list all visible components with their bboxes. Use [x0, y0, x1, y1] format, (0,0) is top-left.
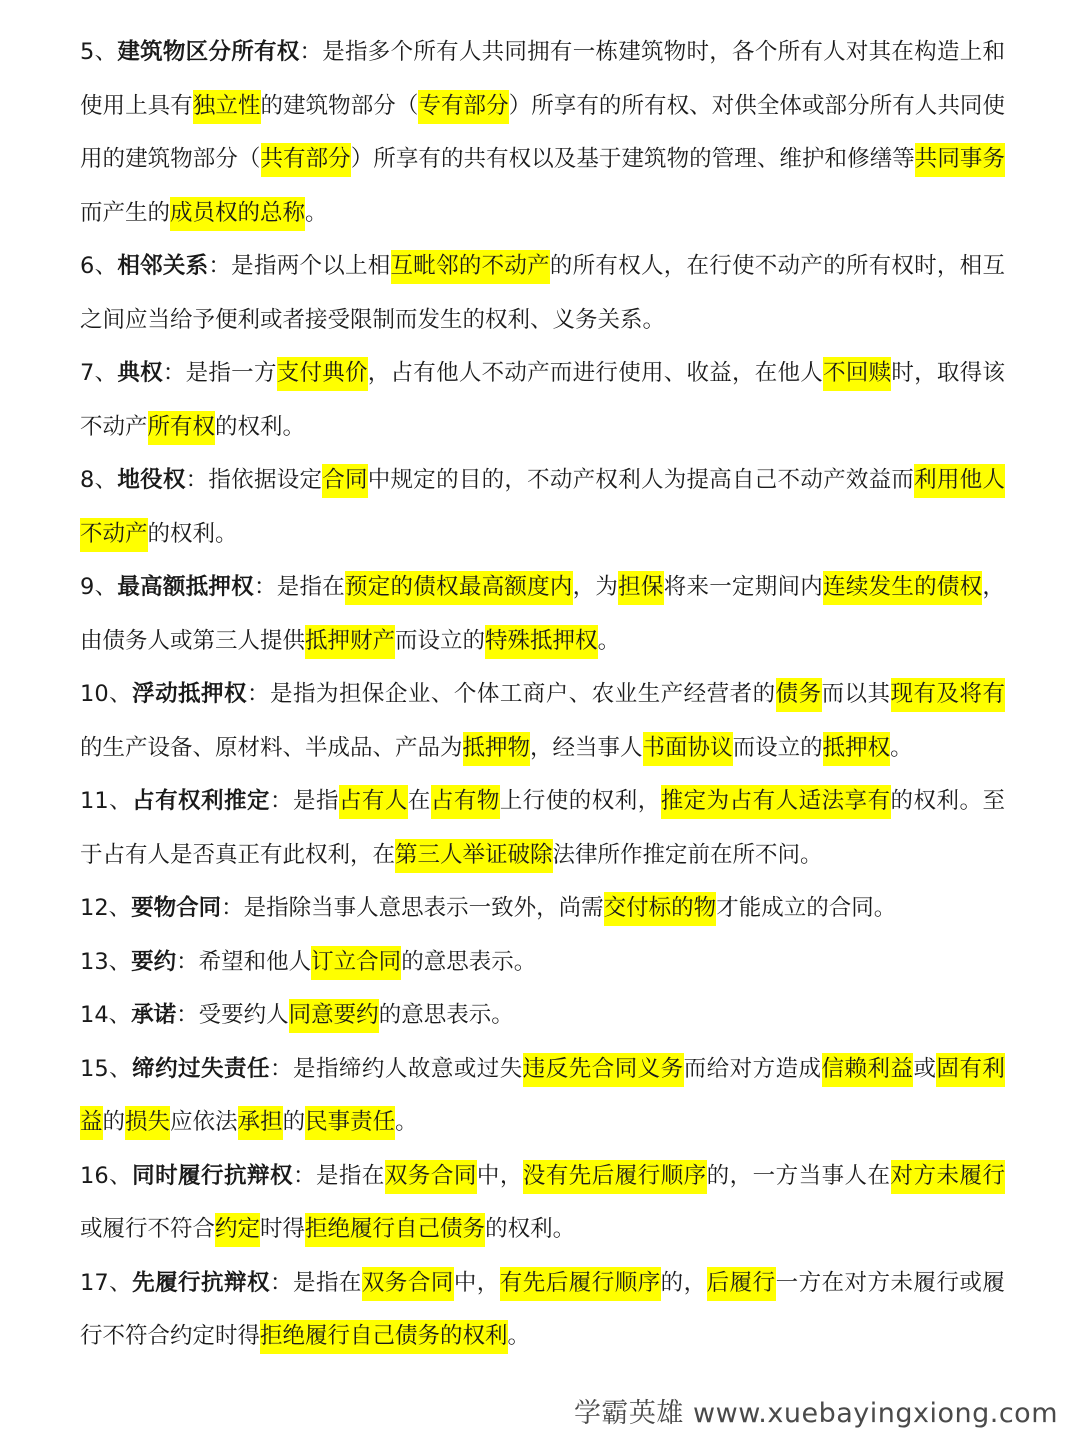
body-text: 而设立的 [732, 734, 823, 761]
body-text: ：是指 [269, 788, 339, 814]
body-text: 时，取得该不动产 [80, 360, 1005, 440]
definition-entry-9 [80, 561, 1005, 668]
highlighted-keyword: 交付标的物 [604, 892, 717, 926]
highlighted-keyword: 特殊抵押权 [485, 625, 598, 659]
body-text: 17、 [80, 1269, 133, 1296]
definition-entry-13 [80, 936, 1005, 990]
highlighted-keyword: 拒绝履行自己债务 [305, 1213, 485, 1247]
body-text: 15、 [80, 1055, 133, 1082]
body-text: 8、 [80, 467, 118, 493]
body-text: ：是指除当事人意思表示一致外，尚需 [221, 895, 604, 921]
highlighted-keyword: 抵押物 [463, 732, 531, 766]
body-text: 6、 [80, 253, 118, 279]
highlighted-keyword: 有先后履行顺序 [500, 1267, 661, 1301]
highlighted-keyword: 债务 [776, 678, 822, 712]
body-text: 应依法 [170, 1109, 238, 1135]
term-title: 先履行抗辩权 [132, 1269, 270, 1296]
highlighted-keyword: 占有人 [339, 785, 408, 819]
body-text: 的生产设备、原材料、半成品、产品为 [80, 734, 463, 761]
body-text: 而产生的 [80, 199, 171, 226]
highlighted-keyword: 占有物 [431, 785, 500, 819]
body-text: 11、 [80, 788, 133, 814]
definition-entry-16 [80, 1150, 1005, 1257]
body-text: 在 [407, 788, 431, 814]
highlighted-keyword: 抵押财产 [305, 625, 395, 659]
body-text: 5、 [80, 39, 118, 65]
highlighted-keyword: 约定 [215, 1213, 260, 1247]
body-text: 。 [507, 1323, 531, 1349]
body-text: 时得 [260, 1216, 306, 1242]
body-text: 的权利。 [485, 1216, 576, 1242]
highlighted-keyword: 第三人举证破除 [395, 839, 553, 873]
highlighted-keyword: 民事责任 [305, 1106, 395, 1140]
body-text: 中， [453, 1269, 500, 1296]
term-title: 要物合同 [131, 895, 222, 921]
body-text: 9、 [80, 574, 118, 600]
term-title: 典权 [117, 360, 163, 386]
body-text: 而以其 [821, 681, 891, 707]
body-text: 或履行不符合 [80, 1216, 216, 1242]
body-text: 的 [282, 1109, 306, 1135]
highlighted-keyword: 书面协议 [643, 732, 733, 766]
highlighted-keyword: 现有及将有 [891, 678, 1005, 712]
highlighted-keyword: 专有部分 [418, 90, 508, 124]
body-text: 。 [597, 627, 621, 654]
body-text: 10、 [80, 681, 133, 707]
body-text: 14、 [80, 1002, 132, 1028]
definition-entry-8 [80, 454, 1005, 561]
body-text: ，占有他人不动产而进行使用、收益，在他人 [367, 360, 824, 386]
highlighted-keyword: 违反先合同义务 [523, 1053, 684, 1087]
body-text: 12、 [80, 895, 132, 921]
definition-entry-14 [80, 989, 1005, 1043]
body-text: ：是指为担保企业、个体工商户、农业生产经营者的 [247, 681, 776, 707]
term-title: 缔约过失责任 [132, 1055, 270, 1082]
footer-brand: 学霸英雄 [573, 1398, 684, 1429]
body-text: 的权利。 [215, 413, 306, 440]
body-text: 的建筑物部分（ [260, 92, 419, 119]
highlighted-keyword: 共同事务 [915, 143, 1005, 177]
body-text: 。 [395, 1109, 418, 1135]
term-title: 要约 [131, 948, 177, 975]
definition-entry-11 [80, 775, 1005, 882]
body-text: ：是指在 [253, 574, 345, 600]
highlighted-keyword: 双务合同 [385, 1160, 477, 1194]
term-title: 建筑物区分所有权 [117, 39, 300, 65]
body-text: 一方在对方未履行或履行不符合约定时得 [80, 1269, 1005, 1349]
body-text: 16、 [80, 1162, 133, 1189]
body-text: ：是指缔约人故意或过失 [269, 1055, 523, 1082]
highlighted-keyword: 后履行 [707, 1267, 776, 1301]
body-text: ：是指一方 [162, 360, 277, 386]
highlighted-keyword: 推定为占有人适法享有 [661, 785, 891, 819]
highlighted-keyword: 互毗邻的不动产 [391, 250, 550, 284]
highlighted-keyword: 共有部分 [261, 143, 351, 177]
body-text: 的权利。至于占有人是否真正有此权利，在 [80, 788, 1005, 868]
body-text: 的 [102, 1109, 126, 1135]
highlighted-keyword: 承担 [238, 1106, 283, 1140]
highlighted-keyword: 拒绝履行自己债务的权利 [260, 1320, 508, 1354]
highlighted-keyword: 双务合同 [362, 1267, 454, 1301]
highlighted-keyword: 独立性 [193, 90, 261, 124]
body-text: 的，一方当事人在 [706, 1162, 891, 1189]
highlighted-keyword: 连续发生的债权 [823, 571, 982, 605]
highlighted-keyword: 利用他人不动产 [80, 464, 1005, 552]
highlighted-keyword: 成员权的总称 [170, 197, 305, 231]
definition-entry-6 [80, 240, 1005, 347]
body-text: ：是指在 [269, 1269, 362, 1296]
highlighted-keyword: 损失 [125, 1106, 170, 1140]
body-text: 而设立的 [395, 627, 486, 654]
body-text: ）所享有的所有权、对供全体或部分所有人共同使用的建筑物部分（ [80, 92, 1005, 172]
term-title: 地役权 [117, 467, 186, 493]
body-text: ，为 [572, 574, 619, 600]
body-text: ，由债务人或第三人提供 [80, 574, 1005, 654]
footer-watermark [574, 1391, 1058, 1430]
highlighted-keyword: 担保 [618, 571, 664, 605]
footer-url: www.xuebayingxiong.com [693, 1398, 1058, 1429]
body-text: 中规定的目的，不动产权利人为提高自己不动产效益而 [367, 467, 915, 493]
term-title: 承诺 [131, 1002, 177, 1028]
highlighted-keyword: 支付典价 [277, 357, 368, 391]
body-text: ：指依据设定 [185, 467, 323, 493]
highlighted-keyword: 对方未履行 [891, 1160, 1005, 1194]
body-text: ：是指多个所有人共同拥有一栋建筑物时，各个所有人对其在构造上和使用上具有 [80, 39, 1005, 119]
body-text: 或 [913, 1055, 937, 1082]
body-text: 将来一定期间内 [663, 574, 824, 600]
highlighted-keyword: 没有先后履行顺序 [523, 1160, 707, 1194]
body-text: 的意思表示。 [378, 1002, 514, 1028]
highlighted-keyword: 抵押权 [823, 732, 891, 766]
definition-entry-5 [80, 26, 1005, 240]
body-text: ：是指在 [292, 1162, 385, 1189]
body-text: 的， [660, 1269, 707, 1296]
term-title: 浮动抵押权 [132, 681, 248, 707]
definition-entry-17 [80, 1257, 1005, 1364]
body-text: 的意思表示。 [401, 948, 537, 975]
body-text: 的权利。 [147, 520, 238, 547]
body-text: ）所享有的共有权以及基于建筑物的管理、维护和修缮等 [350, 146, 915, 172]
definition-entry-15 [80, 1043, 1005, 1150]
body-text: 中， [476, 1162, 523, 1189]
definition-entry-12 [80, 882, 1005, 936]
body-text: ，经当事人 [530, 734, 643, 761]
highlighted-keyword: 不回赎 [823, 357, 891, 391]
body-text: 13、 [80, 948, 132, 975]
highlighted-keyword: 所有权 [148, 411, 216, 445]
document-body [80, 26, 1005, 1364]
term-title: 相邻关系 [117, 253, 209, 279]
highlighted-keyword: 固有利益 [80, 1053, 1005, 1141]
highlighted-keyword: 合同 [322, 464, 368, 498]
body-text: 上行使的权利， [499, 788, 661, 814]
body-text: 7、 [80, 360, 118, 386]
highlighted-keyword: 信赖利益 [822, 1053, 914, 1087]
body-text: 才能成立的合同。 [716, 895, 897, 921]
body-text: ：受要约人 [176, 1002, 289, 1028]
definition-entry-10 [80, 668, 1005, 775]
body-text: 法律所作推定前在所不问。 [552, 841, 823, 868]
body-text: 而给对方造成 [683, 1055, 822, 1082]
definition-entry-7 [80, 347, 1005, 454]
body-text: 。 [890, 734, 913, 761]
body-text: 。 [305, 199, 328, 226]
body-text: ：是指两个以上相 [208, 253, 391, 279]
body-text: ：希望和他人 [176, 948, 312, 975]
term-title: 占有权利推定 [132, 788, 270, 814]
highlighted-keyword: 预定的债权最高额度内 [345, 571, 573, 605]
highlighted-keyword: 同意要约 [289, 999, 379, 1033]
term-title: 最高额抵押权 [117, 574, 254, 600]
highlighted-keyword: 订立合同 [311, 946, 401, 980]
body-text: 的所有权人，在行使不动产的所有权时，相互之间应当给予便利或者接受限制而发生的权利、义务关系。 [80, 253, 1005, 333]
term-title: 同时履行抗辩权 [132, 1162, 293, 1189]
